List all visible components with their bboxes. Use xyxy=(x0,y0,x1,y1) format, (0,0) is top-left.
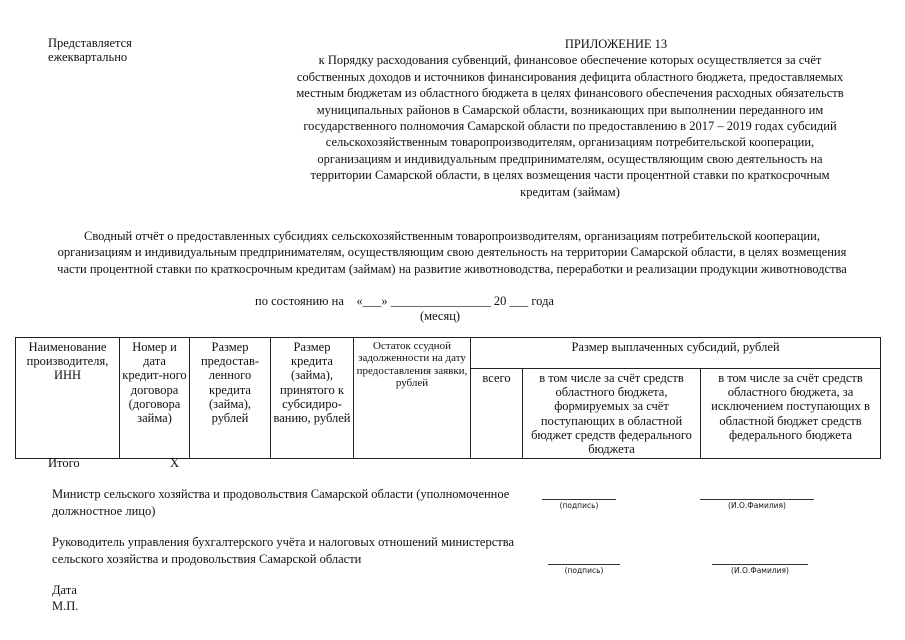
column-header-outstanding-debt: Остаток ссудной задолженности на дату предоставления заявки, рублей xyxy=(354,338,471,459)
accounting-head-signature-caption: (подпись) xyxy=(564,566,604,575)
total-mark: Х xyxy=(170,456,180,470)
accounting-head-signature-line xyxy=(548,564,620,565)
minister-name-line xyxy=(700,499,814,500)
submission-frequency-note: Представляется ежеквартально xyxy=(48,36,132,64)
column-header-loan-amount: Размер предостав-ленного кредита (займа), рублей xyxy=(190,338,271,459)
column-header-contract: Номер и дата кредит-ного договора (договора займа) xyxy=(120,338,190,459)
column-header-producer: Наименование производителя, ИНН xyxy=(16,338,120,459)
accounting-head-name-line xyxy=(712,564,808,565)
date-label: Дата xyxy=(52,583,77,597)
column-header-total: всего xyxy=(471,369,523,459)
column-header-regional-share: в том числе за счёт средств областного бюджета, за исключением поступающих в областной бюджет средств федерального бюджета xyxy=(701,369,881,459)
subsidy-report-table xyxy=(15,337,881,459)
appendix-block xyxy=(296,36,844,200)
stamp-label: М.П. xyxy=(52,599,79,613)
report-title: Сводный отчёт о предоставленных субсидиях сельскохозяйственным товаропроизводителям, организациям потребительской кооперации, организациям и индивидуальным предпринимателям, осуществляющим свою деятельность на территории Самарской области, в целях возмещения части процентной ставки по краткосрочным кредитам (займам) на развитие животноводства, переработки и реализации продукции животноводства xyxy=(57,229,847,276)
column-header-subsidized-amount: Размер кредита (займа), принятого к субсидиро-ванию, рублей xyxy=(271,338,354,459)
accounting-head-signature-text: Руководитель управления бухгалтерского учёта и налоговых отношений министерства сельского хозяйства и продовольствия Самарской области xyxy=(52,535,515,566)
month-caption: (месяц) xyxy=(420,309,461,323)
appendix-body: к Порядку расходования субвенций, финансовое обеспечение которых осуществляется за счёт собственных доходов и источников финансирования дефицита областного бюджета, предоставляемых местным бюджетам из областного бюджета в целях финансового обеспечения расходных обязательств муниципальных районов в Самарской области, возникающих при выполнении переданного им государственного полномочия Самарской области по предоставлению в 2017 – 2019 годах субсидий сельскохозяйственным товаропроизводителям, организациям потребительской кооперации, организациям и индивидуальным предпринимателям, осуществляющим свою деятельность на территории Самарской области, в целях возмещения части процентной ставки по краткосрочным кредитам (займам) xyxy=(296,53,844,199)
minister-signature-text: Министр сельского хозяйства и продовольствия Самарской области (уполномоченное должностное лицо) xyxy=(52,487,510,518)
appendix-title: ПРИЛОЖЕНИЕ 13 xyxy=(564,37,668,51)
accounting-head-name-caption: (И.О.Фамилия) xyxy=(731,566,789,575)
total-label: Итого xyxy=(48,456,80,470)
minister-signature-caption: (подпись) xyxy=(559,501,599,510)
minister-name-caption: (И.О.Фамилия) xyxy=(728,501,786,510)
minister-signature-line xyxy=(542,499,616,500)
column-header-federal-share: в том числе за счёт средств областного бюджета, формируемых за счёт поступающих в областной бюджет средств федерального бюджета xyxy=(523,369,701,459)
group-header-paid-subsidies: Размер выплаченных субсидий, рублей xyxy=(471,338,881,369)
as-of-date-line: по состоянию на «___» ________________ 20 ___ года xyxy=(255,294,554,308)
